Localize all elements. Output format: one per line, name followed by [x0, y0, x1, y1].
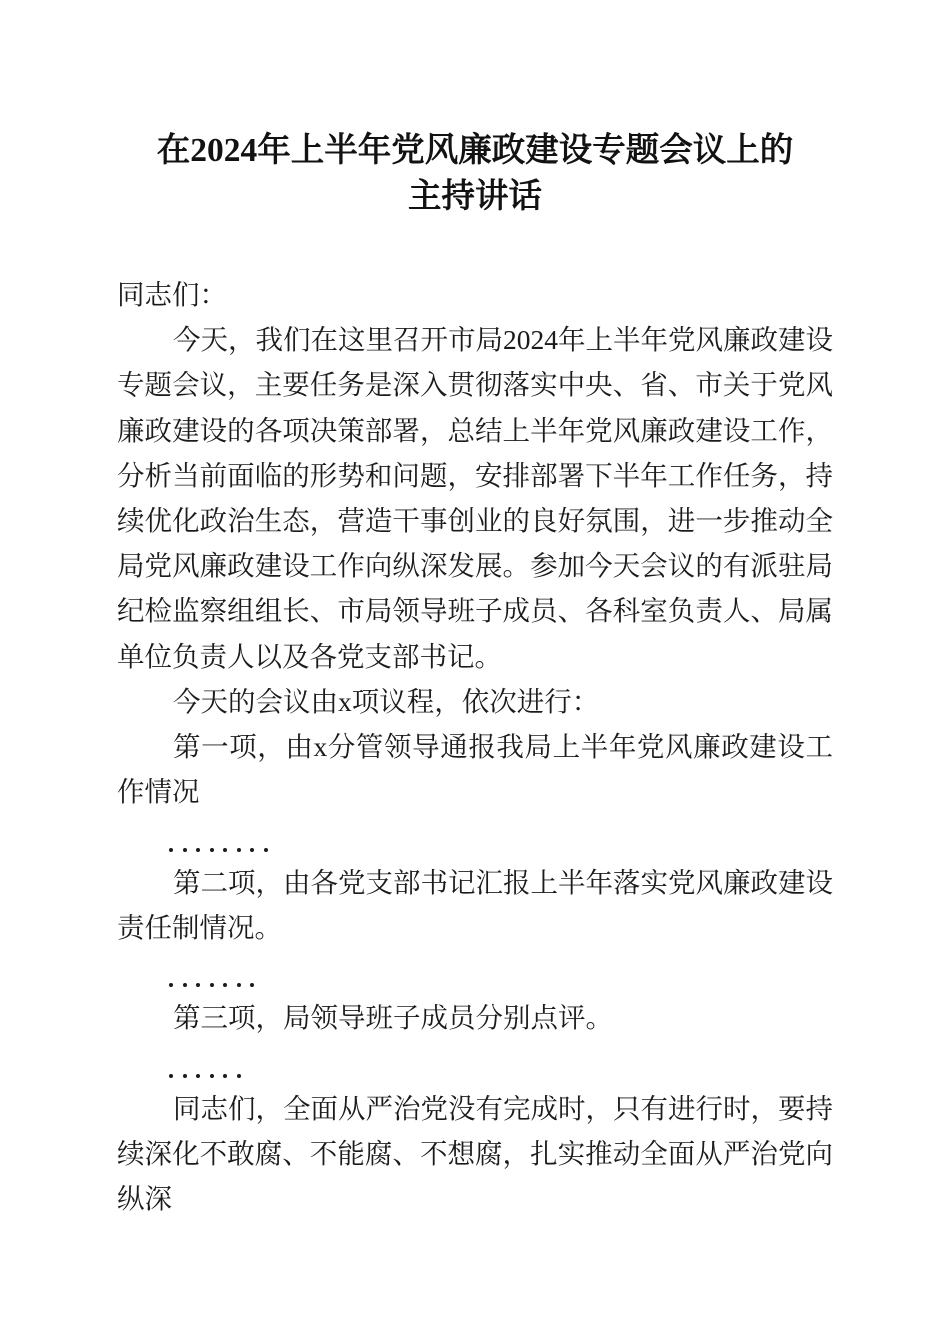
body-paragraph: 今天的会议由x项议程，依次进行： — [173, 685, 600, 717]
ellipsis-line — [117, 1040, 833, 1085]
body-paragraph: 同志们，全面从严治党没有完成时，只有进行时，要持续深化不敢腐、不能腐、不想腐，扎实推动全面从严治党向纵深 — [117, 1092, 833, 1215]
ellipsis-line — [117, 814, 833, 859]
ellipsis-dot — [169, 1074, 173, 1078]
ellipsis-dot — [210, 848, 214, 852]
ellipsis-dot — [223, 848, 227, 852]
paragraph-list — [117, 317, 833, 1221]
body-paragraph: 第二项，由各党支部书记汇报上半年落实党风廉政建设责任制情况。 — [117, 866, 833, 943]
page-title-line-2: 主持讲话 — [408, 178, 542, 215]
document-body — [117, 272, 833, 1221]
ellipsis-dot — [237, 848, 241, 852]
body-paragraph: 第三项，局领导班子成员分别点评。 — [173, 1002, 613, 1034]
ellipsis-dot — [183, 848, 187, 852]
body-paragraph: 今天，我们在这里召开市局2024年上半年党风廉政建设专题会议，主要任务是深入贯彻落实中央、省、市关于党风廉政建设的各项决策部署，总结上半年党风廉政建设工作，分析当前面临的形势和问题，安排部署下半年工作任务，持续优化政治生态，营造干事创业的良好氛围，进一步推动全局党风廉政建设工作向纵深发展。参加今天会议的有派驻局纪检监察组组长、市局领导班子成员、各科室负责人、局属单位负责人以及各党支部书记。 — [117, 324, 833, 672]
ellipsis-dot — [250, 848, 254, 852]
ellipsis-dots — [169, 1054, 250, 1086]
ellipsis-dot — [183, 983, 187, 987]
ellipsis-dots — [169, 828, 277, 860]
ellipsis-dot — [237, 983, 241, 987]
ellipsis-dot — [210, 1074, 214, 1078]
ellipsis-dot — [237, 1074, 241, 1078]
ellipsis-dot — [250, 983, 254, 987]
salutation: 同志们： — [117, 279, 227, 310]
ellipsis-dot — [196, 848, 200, 852]
ellipsis-line — [117, 950, 833, 995]
ellipsis-dot — [169, 983, 173, 987]
ellipsis-dot — [223, 1074, 227, 1078]
page-title-line-1: 在2024年上半年党风廉政建设专题会议上的 — [156, 132, 794, 169]
ellipsis-dot — [196, 983, 200, 987]
ellipsis-dot — [223, 983, 227, 987]
ellipsis-dot — [183, 1074, 187, 1078]
ellipsis-dot — [210, 983, 214, 987]
ellipsis-dot — [169, 848, 173, 852]
ellipsis-dot — [196, 1074, 200, 1078]
body-paragraph: 第一项，由x分管领导通报我局上半年党风廉政建设工作情况 — [117, 731, 833, 808]
page-title — [117, 128, 833, 220]
ellipsis-dot — [264, 848, 268, 852]
ellipsis-dots — [169, 963, 264, 995]
